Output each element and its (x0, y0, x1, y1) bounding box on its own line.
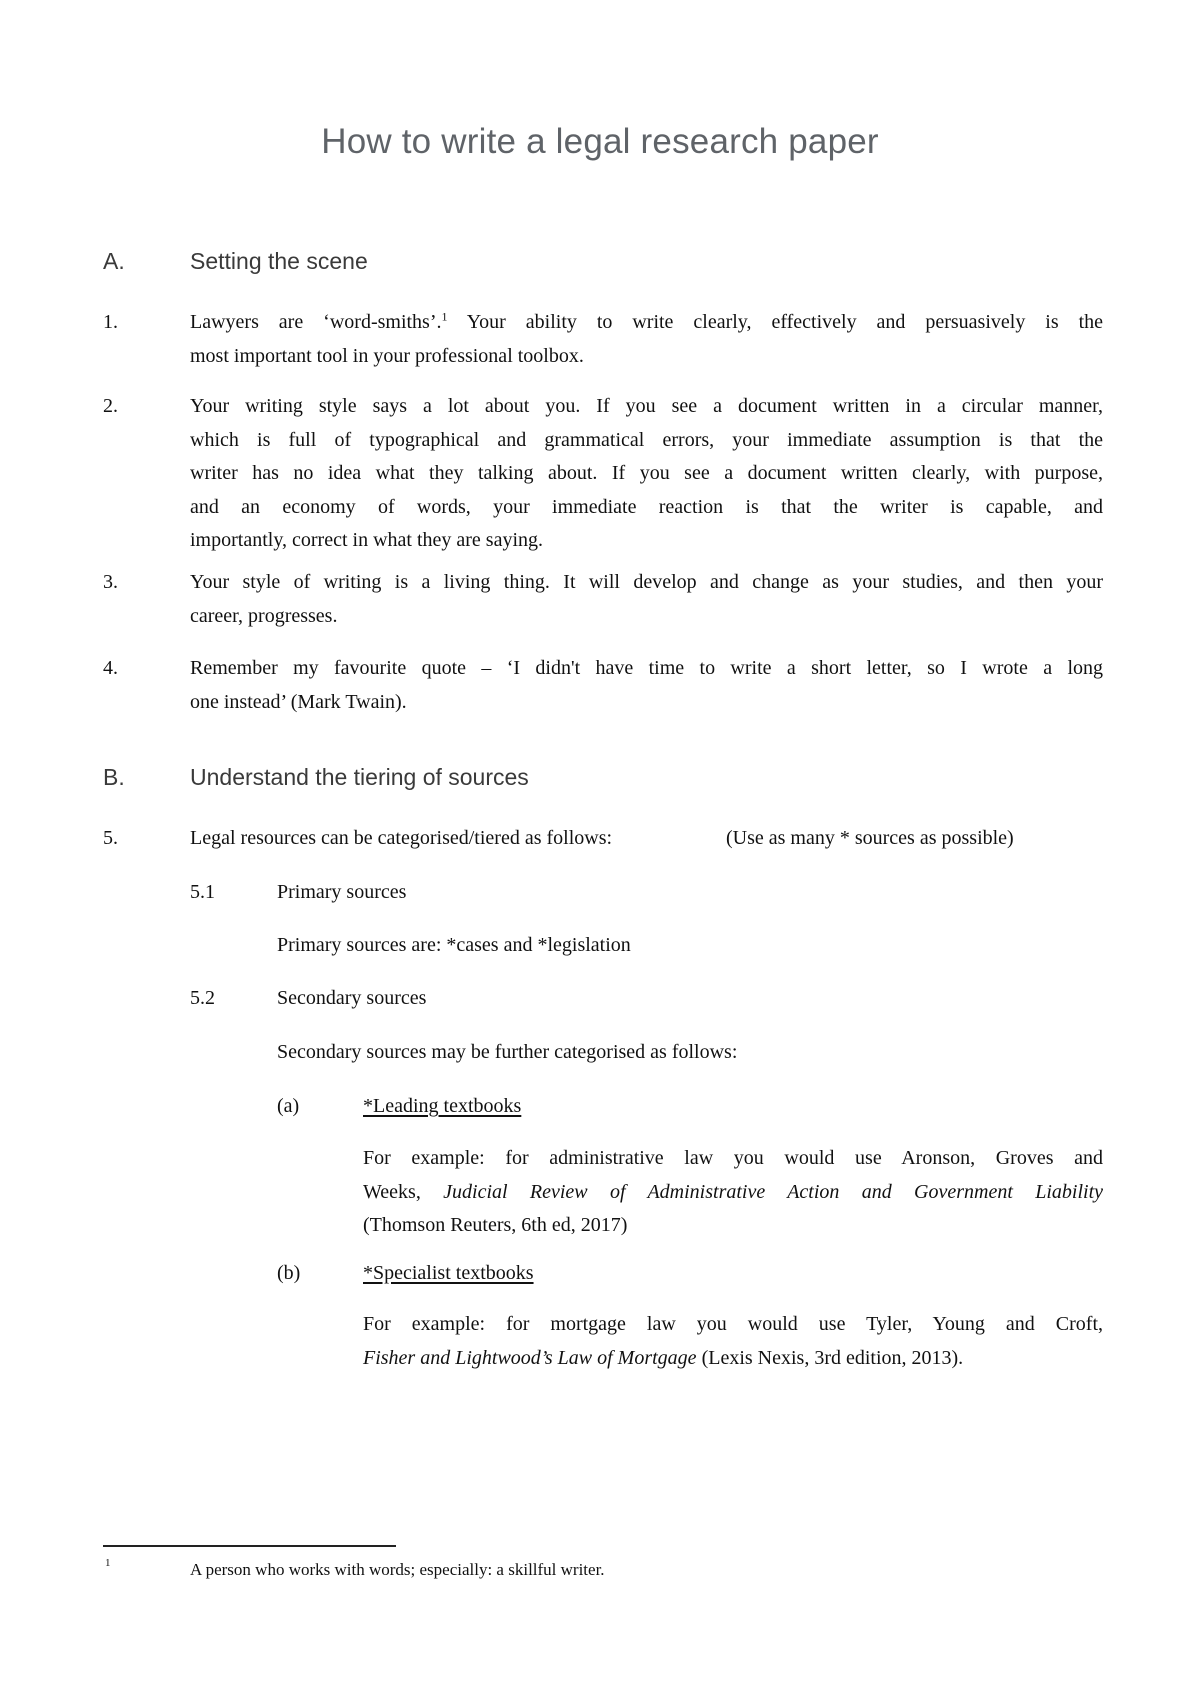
paragraph-body (190, 390, 1103, 558)
subsection-5-2-text (277, 1036, 1103, 1072)
footnote-number: 1 (105, 1557, 111, 1569)
paragraph-3 (103, 566, 1103, 636)
subsection-heading: Secondary sources (277, 987, 427, 1009)
paragraph-5 (103, 822, 1103, 858)
footnote-reference[interactable]: 1 (441, 309, 448, 324)
item-a-line-1: For example: for administrative law you would use Aronson, Groves and (363, 1147, 1103, 1169)
paragraph-number: 4. (103, 657, 118, 679)
paragraph-3-line-1: Your style of writing is a living thing. It will develop and change as your studies, and then your (190, 571, 1103, 593)
subsection-heading: Primary sources (277, 881, 407, 903)
paragraph-number: 5. (103, 827, 118, 849)
item-letter: (b) (277, 1262, 301, 1284)
section-b-title: Understand the tiering of sources (190, 764, 529, 790)
paragraph-1-line-1b: Your ability to write clearly, effectively and persuasively is the (466, 311, 1104, 333)
primary-sources-text: Primary sources are: *cases and *legislation (277, 934, 631, 956)
item-b-line-1: For example: for mortgage law you would use Tyler, Young and Croft, (363, 1313, 1103, 1335)
paragraph-2-line-3: writer has no idea what they talking about. If you see a document written clearly, with purpose, (190, 462, 1103, 484)
paragraph-body (190, 566, 1103, 633)
subsection-number: 5.1 (190, 881, 215, 903)
subsection-5-2 (190, 982, 1103, 1018)
item-b-line-2-plain: (Lexis Nexis, 3rd edition, 2013). (696, 1346, 964, 1369)
subsection-5-1 (190, 876, 1103, 912)
item-heading: *Leading textbooks (363, 1095, 522, 1117)
item-a-line-2-plain: Weeks, (363, 1180, 444, 1203)
item-letter: (a) (277, 1095, 300, 1117)
paragraph-5-note: (Use as many * sources as possible) (726, 827, 1014, 849)
paragraph-2-line-1: Your writing style says a lot about you. If you see a document written in a circular manner, (190, 395, 1103, 417)
paragraph-2-line-5: importantly, correct in what they are saying. (190, 529, 544, 551)
paragraph-body (190, 652, 1103, 719)
paragraph-5-text: Legal resources can be categorised/tiered as follows: (190, 827, 613, 849)
item-heading: *Specialist textbooks (363, 1262, 534, 1284)
paragraph-4-line-1: Remember my favourite quote – ‘I didn't have time to write a short letter, so I wrote a long (190, 657, 1103, 679)
paragraph-4-line-2: one instead’ (Mark Twain). (190, 690, 407, 713)
paragraph-1-line-1a: Lawyers are ‘word-smiths’. (190, 311, 442, 333)
subsection-number: 5.2 (190, 987, 215, 1009)
item-a-book-title: Judicial Review of Administrative Action and Government Liability (443, 1180, 1103, 1203)
paragraph-3-line-2: career, progresses. (190, 604, 338, 627)
paragraph-number: 1. (103, 311, 118, 333)
item-a (277, 1090, 1103, 1126)
page-title: How to write a legal research paper (321, 122, 879, 161)
paragraph-number: 2. (103, 395, 118, 417)
item-a-body (363, 1142, 1103, 1246)
item-b-body (363, 1308, 1103, 1378)
paragraph-number: 3. (103, 571, 118, 593)
paragraph-body (190, 306, 1103, 373)
section-a-number: A. (103, 248, 125, 274)
section-a-title: Setting the scene (190, 248, 368, 274)
item-b (277, 1257, 1103, 1293)
footnote-separator (103, 1545, 396, 1547)
paragraph-2-line-4: and an economy of words, your immediate reaction is that the writer is capable, and (190, 495, 1103, 518)
footnote-text: A person who works with words; especially: a skillful writer. (190, 1560, 605, 1579)
paragraph-2 (103, 390, 1103, 560)
paragraph-1-line-2: most important tool in your professional toolbox. (190, 344, 584, 367)
item-b-book-title: Fisher and Lightwood’s Law of Mortgage (363, 1346, 697, 1369)
item-a-line-3: (Thomson Reuters, 6th ed, 2017) (363, 1214, 628, 1236)
paragraph-2-line-2: which is full of typographical and grammatical errors, your immediate assumption is that the (190, 428, 1103, 451)
secondary-sources-text: Secondary sources may be further categorised as follows: (277, 1041, 738, 1063)
section-b-number: B. (103, 764, 125, 790)
paragraph-1 (103, 306, 1103, 376)
subsection-5-1-text (277, 929, 1103, 965)
paragraph-4 (103, 652, 1103, 722)
